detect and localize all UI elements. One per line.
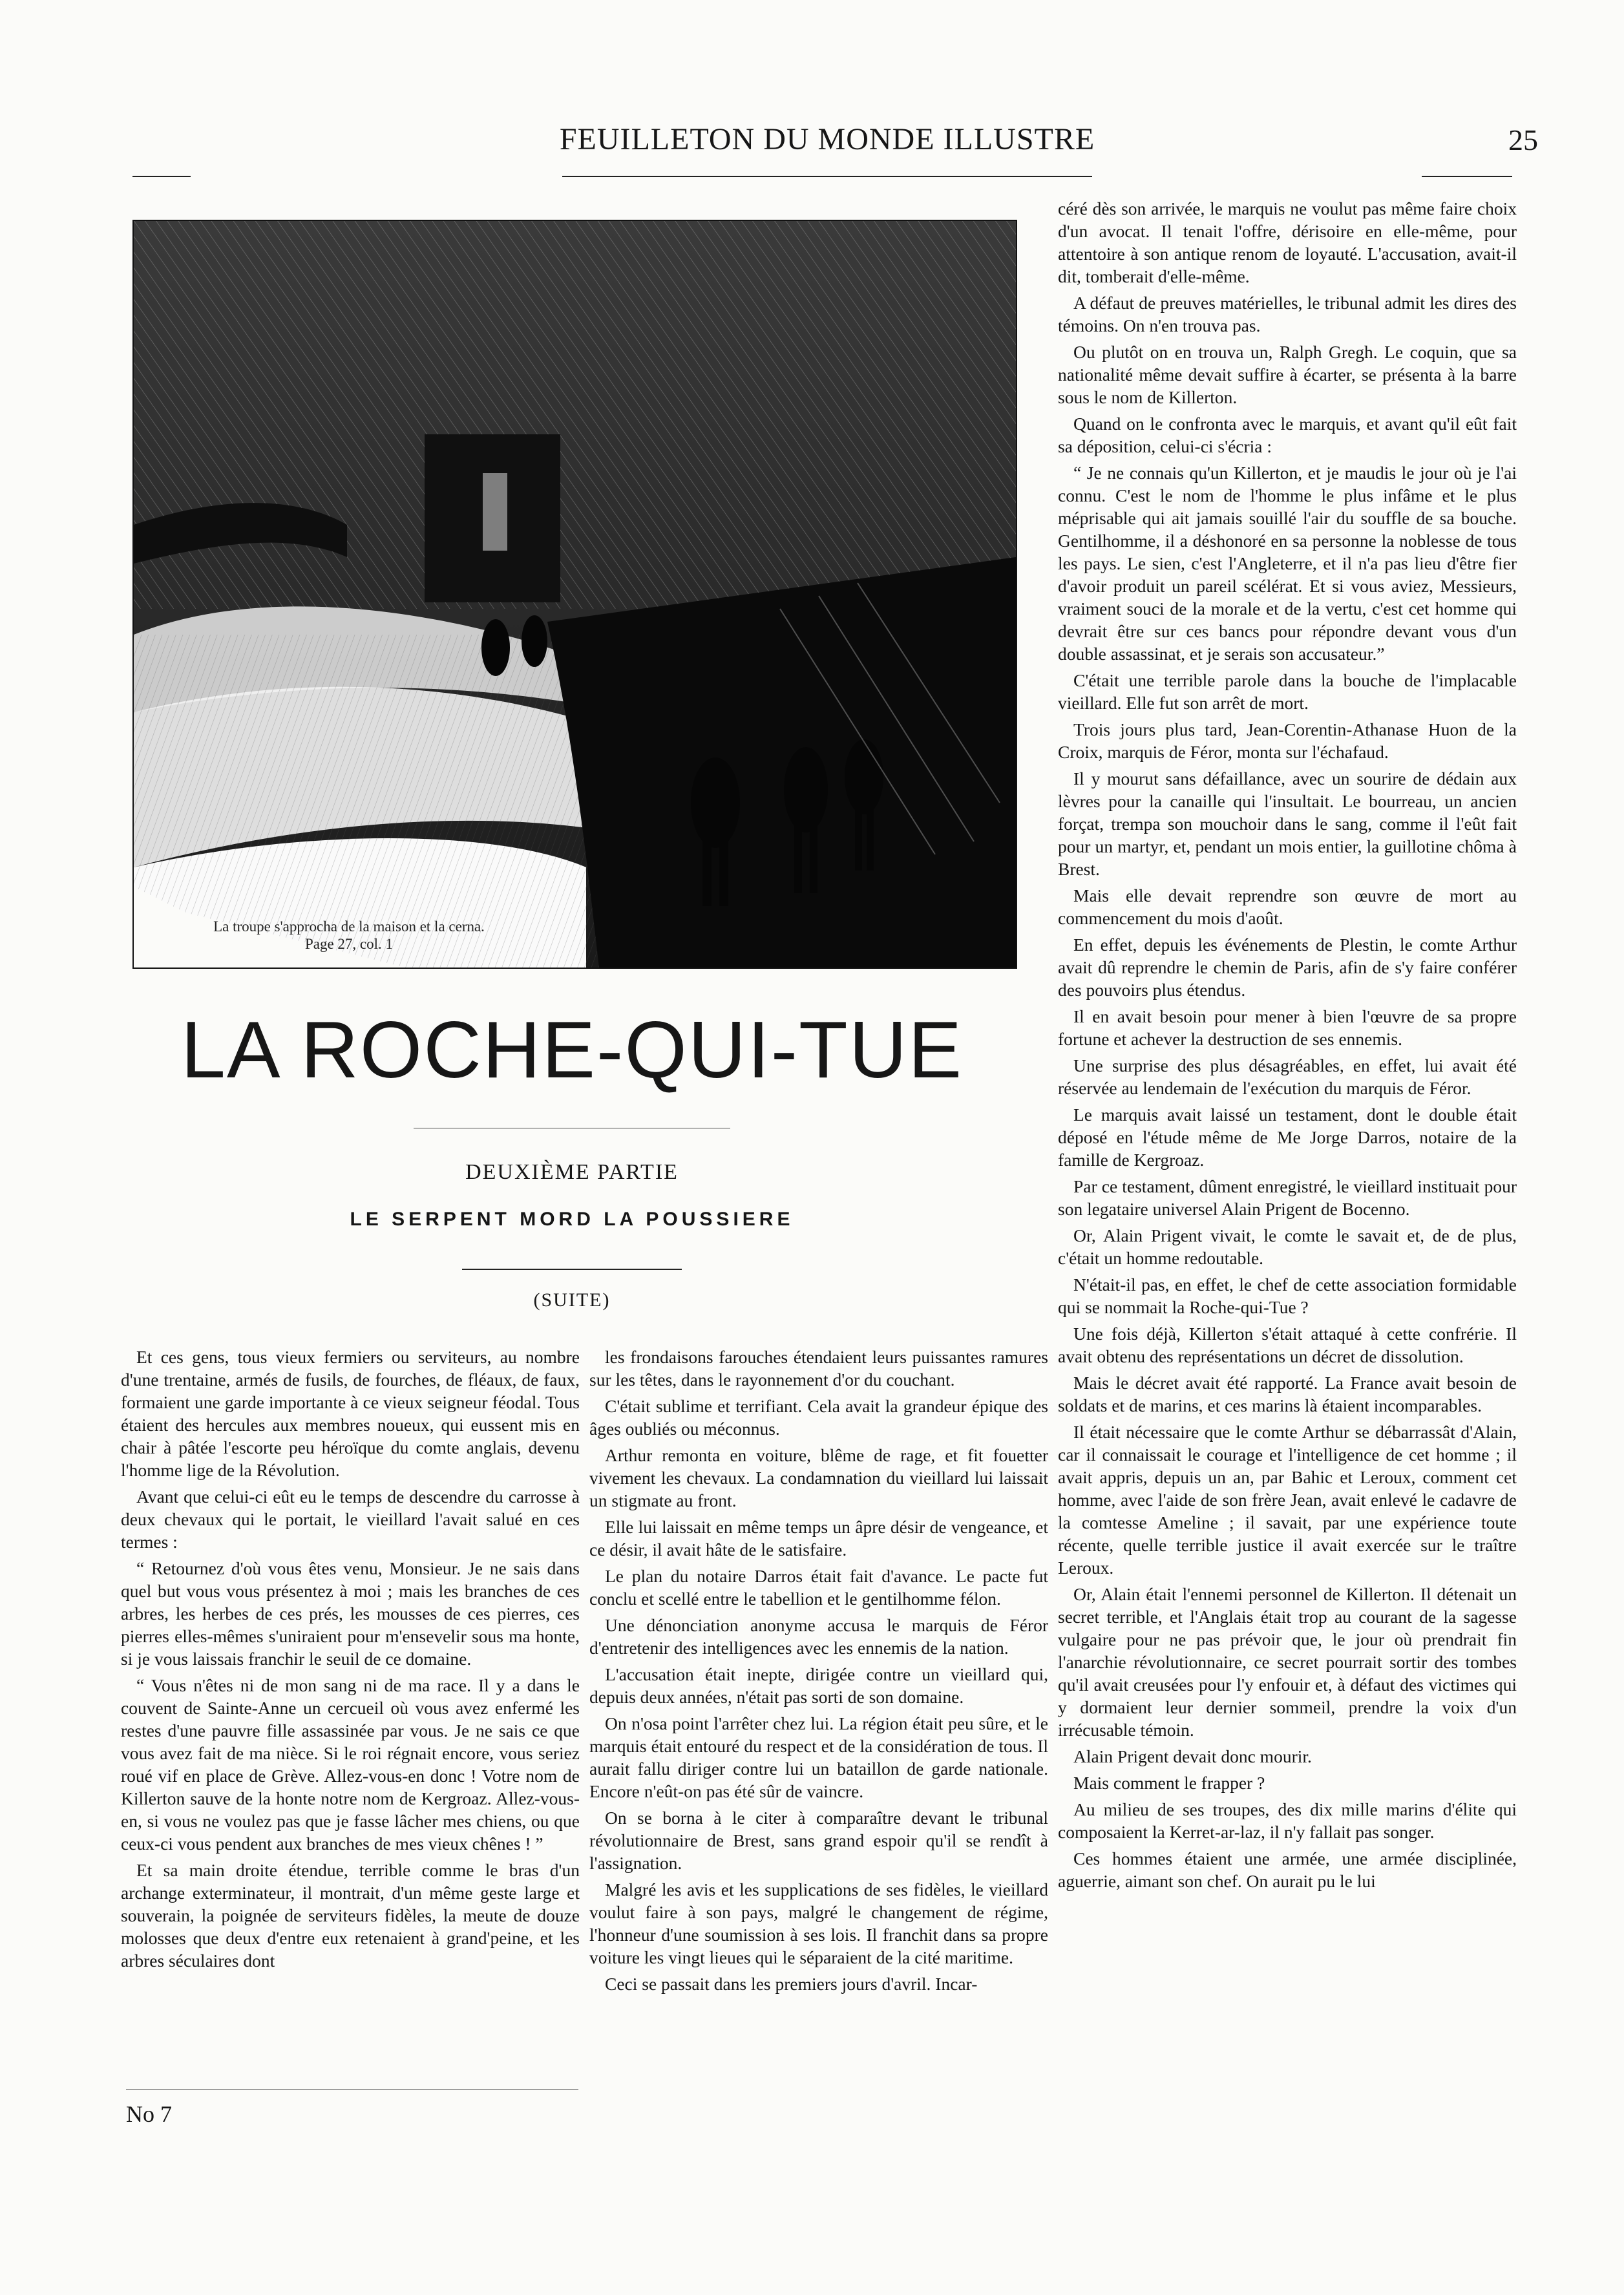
paragraph: Ces hommes étaient une armée, une armée disciplinée, aguerrie, aimant son chef. On aurait pu le lui	[1058, 1848, 1517, 1891]
night-scene-engraving	[134, 221, 1016, 968]
paragraph: Mais le décret avait été rapporté. La France avait besoin de soldats et de marins, et ces marins là étaient incomparables.	[1058, 1373, 1517, 1415]
paragraph: céré dès son arrivée, le marquis ne voulut pas même faire choix d'un avocat. Il tenait l'offre, dérisoire en elle-même, pour attentoire à son antique renom de loyauté. L'accusation, avait-il dit, tomberait d'elle-même.	[1058, 198, 1517, 286]
illustration	[132, 220, 1017, 969]
paragraph: Or, Alain était l'ennemi personnel de Killerton. Il détenait un secret terrible, et l'Anglais était trop au courant de la sagesse vulgaire pour ne pas prévoir que, le jour où prendrait fin l'anarchie révolutionnaire, ce secret pourrait sortir des tombes qu'il avait creusées pour l'y enfouir et, à défaut des victimes qui y dormaient leur dernier sommeil, prendre la voix d'un irrécusable témoin.	[1058, 1584, 1517, 1740]
illustration-caption	[142, 918, 556, 953]
paragraph: En effet, depuis les événements de Plestin, le comte Arthur avait dû reprendre le chemin de Paris, afin de s'y faire conférer des pouvoirs plus étendus.	[1058, 935, 1517, 1000]
suite-label: (SUITE)	[533, 1289, 611, 1311]
paragraph: Alain Prigent devait donc mourir.	[1073, 1746, 1312, 1766]
paragraph: Le plan du notaire Darros était fait d'avance. Le pacte fut conclu et scellé entre le tabellion et le gentilhomme félon.	[589, 1566, 1048, 1609]
paragraph: les frondaisons farouches étendaient leurs puissantes ramures sur les têtes, dans le rayonnement d'or du couchant.	[589, 1347, 1048, 1390]
paragraph: Et sa main droite étendue, terrible comme le bras d'un archange exterminateur, il montrait, d'un même geste large et souverain, la poignée de serviteurs fidèles, la meute de douze molosses que deux d'entre eux retenaient à grand'peine, et les arbres séculaires dont	[121, 1860, 580, 1971]
paragraph: Une fois déjà, Killerton s'était attaqué à cette confrérie. Il avait obtenu des représentations un décret de dissolution.	[1058, 1324, 1517, 1366]
paragraph: Arthur remonta en voiture, blême de rage, et fit fouetter vivement les chevaux. La condamnation du vieillard lui laissait un stigmate au front.	[589, 1445, 1048, 1510]
paragraph: C'était une terrible parole dans la bouche de l'implacable vieillard. Elle fut son arrêt de mort.	[1058, 670, 1517, 713]
page-number: 25	[1508, 123, 1538, 156]
paragraph: Or, Alain Prigent vivait, le comte le savait et, de de plus, c'était un homme redoutable.	[1058, 1225, 1517, 1268]
running-header-title: FEUILLETON DU MONDE ILLUSTRE	[559, 122, 1095, 156]
paragraph: N'était-il pas, en effet, le chef de cette association formidable qui se nommait la Roche-qui-Tue ?	[1058, 1274, 1517, 1317]
paragraph: A défaut de preuves matérielles, le tribunal admit les dires des témoins. On n'en trouva pas.	[1058, 293, 1517, 335]
text-column-1	[121, 1346, 580, 2082]
issue-number: No 7	[126, 2101, 172, 2127]
paragraph: “ Je ne connais qu'un Killerton, et je maudis le jour où je l'ai connu. C'est le nom de l'homme le plus infâme et le plus méprisable qui ait jamais souillé l'air du souffle de sa bouche. Gentilhomme, il a déshonoré en sa personne la noblesse de tous les pays. Le sien, c'est l'Angleterre, et il n'a pas lieu d'être fier d'avoir produit un pareil scélérat. Et si vous aviez, Messieurs, vraiment souci de la morale et de la vertu, c'est cet homme qui devrait être sur ces bancs pour répondre devant vous d'un double assassinat, et je serais son accusateur.”	[1058, 463, 1517, 664]
text-column-3	[1058, 197, 1517, 2136]
main-title: LA ROCHE-QUI-TUE	[180, 1006, 964, 1095]
paragraph: Il était nécessaire que le comte Arthur se débarrassât d'Alain, car il connaissait le courage et l'intelligence de cet homme ; il avait appris, depuis un an, par Bahic et Leroux, comment cet homme, avec l'aide de son frère Jean, avait enlevé le cadavre de la comtesse Ameline ; il savait, par une expérience toute récente, quelle terrible justice il avait exercée sur le traître Leroux.	[1058, 1422, 1517, 1578]
header-rule-center	[562, 176, 1092, 177]
paragraph: C'était sublime et terrifiant. Cela avait la grandeur épique des âges oubliés ou méconnus.	[589, 1396, 1048, 1439]
part-title: DEUXIÈME PARTIE	[465, 1160, 679, 1184]
header-rule-left	[132, 176, 191, 177]
paragraph: On n'osa point l'arrêter chez lui. La région était peu sûre, et le marquis était entouré du respect et de la considération de tous. Il aurait fallu diriger contre lui un bataillon de garde nationale. Encore n'eût-on pas été sûr de vaincre.	[589, 1713, 1048, 1801]
paragraph: Au milieu de ses troupes, des dix mille marins d'élite qui composaient la Kerret-ar-laz, il n'y fallait pas songer.	[1058, 1799, 1517, 1842]
section-title: LE SERPENT MORD LA POUSSIERE	[350, 1209, 794, 1230]
paragraph: Ceci se passait dans les premiers jours d'avril. Incar-	[605, 1974, 978, 1994]
paragraph: Avant que celui-ci eût eu le temps de descendre du carrosse à deux chevaux qui le portait, le vieillard l'avait salué en ces termes :	[121, 1486, 580, 1552]
paragraph: Il en avait besoin pour mener à bien l'œuvre de sa propre fortune et achever la destruction de ses ennemis.	[1058, 1006, 1517, 1049]
paragraph: Le marquis avait laissé un testament, dont le double était déposé en l'étude même de Me Jorge Darros, notaire de la famille de Kergroaz.	[1058, 1105, 1517, 1170]
paragraph: Par ce testament, dûment enregistré, le vieillard instituait pour son legataire universel Alain Prigent de Bocenno.	[1058, 1176, 1517, 1219]
text-column-2	[589, 1346, 1048, 2150]
caption-line1: La troupe s'approcha de la maison et la cerna.	[213, 918, 485, 935]
paragraph: Et ces gens, tous vieux fermiers ou serviteurs, au nombre d'une trentaine, armés de fusils, de fourches, de fléaux, de faux, formaient une garde importante à ce vieux seigneur féodal. Tous étaient des hercules aux membres noueux, qui eussent mis en chair à pâtée l'escorte peu héroïque du comte anglais, devenu l'homme lige de la Révolution.	[121, 1347, 580, 1480]
paragraph: Mais elle devait reprendre son œuvre de mort au commencement du mois d'août.	[1058, 885, 1517, 928]
paragraph: Mais comment le frapper ?	[1073, 1773, 1265, 1793]
caption-line2: Page 27, col. 1	[304, 936, 394, 952]
paragraph: Quand on le confronta avec le marquis, et avant qu'il eût fait sa déposition, celui-ci s'écria :	[1058, 414, 1517, 456]
paragraph: Une dénonciation anonyme accusa le marquis de Féror d'entretenir des intelligences avec les ennemis de la nation.	[589, 1615, 1048, 1658]
paragraph: Il y mourut sans défaillance, avec un sourire de dédain aux lèvres pour la canaille qui l'insultait. Le bourreau, un ancien forçat, trempa son mouchoir dans le sang, comme il l'eût fait pour un martyr, et, pendant un mois entier, la guillotine chôma à Brest.	[1058, 768, 1517, 879]
paragraph: Elle lui laissait en même temps un âpre désir de vengeance, et ce désir, il avait hâte de le satisfaire.	[589, 1517, 1048, 1560]
paragraph: L'accusation était inepte, dirigée contre un vieillard qui, depuis deux années, n'était pas sorti de son domaine.	[589, 1664, 1048, 1707]
paragraph: Ou plutôt on en trouva un, Ralph Gregh. Le coquin, que sa nationalité même devait suffire à écarter, se présenta à la barre sous le nom de Killerton.	[1058, 342, 1517, 407]
paragraph: Malgré les avis et les supplications de ses fidèles, le vieillard voulut faire à son pays, malgré le changement de régime, l'honneur d'une soumission à ses lois. Il franchit dans sa propre voiture les vingt lieues qui le séparaient de la cité maritime.	[589, 1879, 1048, 1967]
paragraph: Trois jours plus tard, Jean-Corentin-Athanase Huon de la Croix, marquis de Féror, monta sur l'échafaud.	[1058, 719, 1517, 762]
paragraph: “ Retournez d'où vous êtes venu, Monsieur. Je ne sais dans quel but vous vous présentez à moi ; mais les branches de ces arbres, les herbes de ces prés, les mousses de ces pierres, ces pierres elles-mêmes s'uniraient pour m'ensevelir sous ma honte, si je vous laissais franchir le seuil de ce domaine.	[121, 1558, 580, 1669]
header-rule-right	[1422, 176, 1512, 177]
paragraph: “ Vous n'êtes ni de mon sang ni de ma race. Il y a dans le couvent de Sainte-Anne un cercueil où vous avez enfermé les restes d'une pauvre fille assassinée par vous. Je ne sais ce que vous avez fait de ma nièce. Si le roi régnait encore, vous seriez roué vif en place de Grève. Allez-vous-en donc ! Votre nom de Killerton sauve de la honte notre nom de Kergroaz. Allez-vous-en, si vous ne voulez pas que je fasse lâcher mes chiens, ou que ceux-ci vous pendent aux branches de mes vieux chênes ! ”	[121, 1675, 580, 1854]
paragraph: Une surprise des plus désagréables, en effet, lui avait été réservée au lendemain de l'exécution du marquis de Féror.	[1058, 1055, 1517, 1098]
section-rule	[462, 1269, 682, 1270]
paragraph: On se borna à le citer à comparaître devant le tribunal révolutionnaire de Brest, sans grand espoir qu'il se rendît à l'assignation.	[589, 1808, 1048, 1873]
